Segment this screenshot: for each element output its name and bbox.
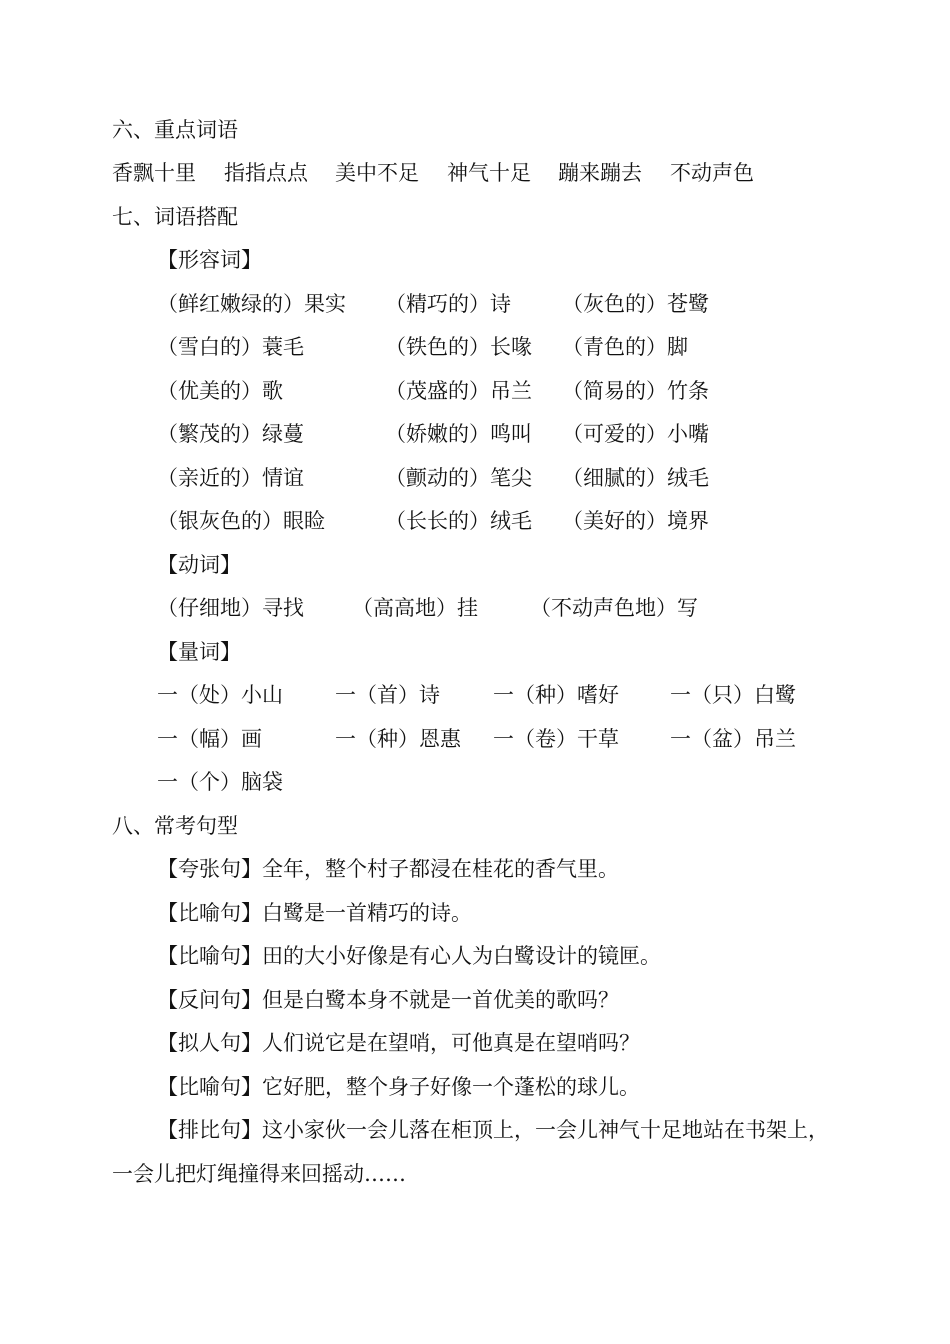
- adjective-pair: （茂盛的）吊兰: [385, 379, 532, 403]
- key-word: 香飘十里: [112, 161, 196, 185]
- adjective-label: 【形容词】: [157, 248, 262, 272]
- adjective-pair: （雪白的）蓑毛: [157, 335, 304, 359]
- adjective-pair: （细腻的）绒毛: [562, 466, 709, 490]
- sentence-example: 【排比句】这小家伙一会儿落在柜顶上，一会儿神气十足地站在书架上，: [157, 1118, 829, 1142]
- sentence-example: 【反问句】但是白鹭本身不就是一首优美的歌吗？: [157, 988, 619, 1012]
- adjective-pair: （繁茂的）绿蔓: [157, 422, 304, 446]
- verb-pair: （不动声色地）写: [530, 596, 698, 620]
- verb-label: 【动词】: [157, 553, 241, 577]
- adjective-pair: （精巧的）诗: [385, 292, 511, 316]
- sentence-example: 【拟人句】人们说它是在望哨，可他真是在望哨吗？: [157, 1031, 640, 1055]
- key-word: 不动声色: [670, 161, 754, 185]
- measure-pair: 一（种）嗜好: [493, 683, 619, 707]
- measure-pair: 一（盆）吊兰: [670, 727, 796, 751]
- sentence-example: 【比喻句】田的大小好像是有心人为白鹭设计的镜匣。: [157, 944, 661, 968]
- sentence-example: 【比喻句】它好肥，整个身子好像一个蓬松的球儿。: [157, 1075, 640, 1099]
- section7-heading: 七、词语搭配: [112, 205, 238, 229]
- measure-pair: 一（个）脑袋: [157, 770, 283, 794]
- adjective-pair: （青色的）脚: [562, 335, 688, 359]
- sentence-example: 【比喻句】白鹭是一首精巧的诗。: [157, 901, 472, 925]
- adjective-pair: （简易的）竹条: [562, 379, 709, 403]
- adjective-pair: （长长的）绒毛: [385, 509, 532, 533]
- adjective-pair: （亲近的）情谊: [157, 466, 304, 490]
- sentence-example: 【夸张句】全年，整个村子都浸在桂花的香气里。: [157, 857, 619, 881]
- adjective-pair: （美好的）境界: [562, 509, 709, 533]
- section6-heading: 六、重点词语: [112, 118, 238, 142]
- measure-label: 【量词】: [157, 640, 241, 664]
- adjective-pair: （银灰色的）眼睑: [157, 509, 325, 533]
- sentence-continuation: 一会儿把灯绳撞得来回摇动……: [112, 1162, 406, 1186]
- measure-pair: 一（幅）画: [157, 727, 262, 751]
- measure-pair: 一（处）小山: [157, 683, 283, 707]
- key-word: 美中不足: [335, 161, 419, 185]
- measure-pair: 一（只）白鹭: [670, 683, 796, 707]
- measure-pair: 一（种）恩惠: [335, 727, 461, 751]
- key-word: 指指点点: [224, 161, 308, 185]
- key-word: 蹦来蹦去: [558, 161, 642, 185]
- verb-pair: （仔细地）寻找: [157, 596, 304, 620]
- adjective-pair: （优美的）歌: [157, 379, 283, 403]
- measure-pair: 一（卷）干草: [493, 727, 619, 751]
- adjective-pair: （可爱的）小嘴: [562, 422, 709, 446]
- adjective-pair: （铁色的）长喙: [385, 335, 532, 359]
- verb-pair: （高高地）挂: [352, 596, 478, 620]
- adjective-pair: （灰色的）苍鹭: [562, 292, 709, 316]
- section8-heading: 八、常考句型: [112, 814, 238, 838]
- adjective-pair: （娇嫩的）鸣叫: [385, 422, 532, 446]
- measure-pair: 一（首）诗: [335, 683, 440, 707]
- adjective-pair: （颤动的）笔尖: [385, 466, 532, 490]
- key-word: 神气十足: [447, 161, 531, 185]
- adjective-pair: （鲜红嫩绿的）果实: [157, 292, 346, 316]
